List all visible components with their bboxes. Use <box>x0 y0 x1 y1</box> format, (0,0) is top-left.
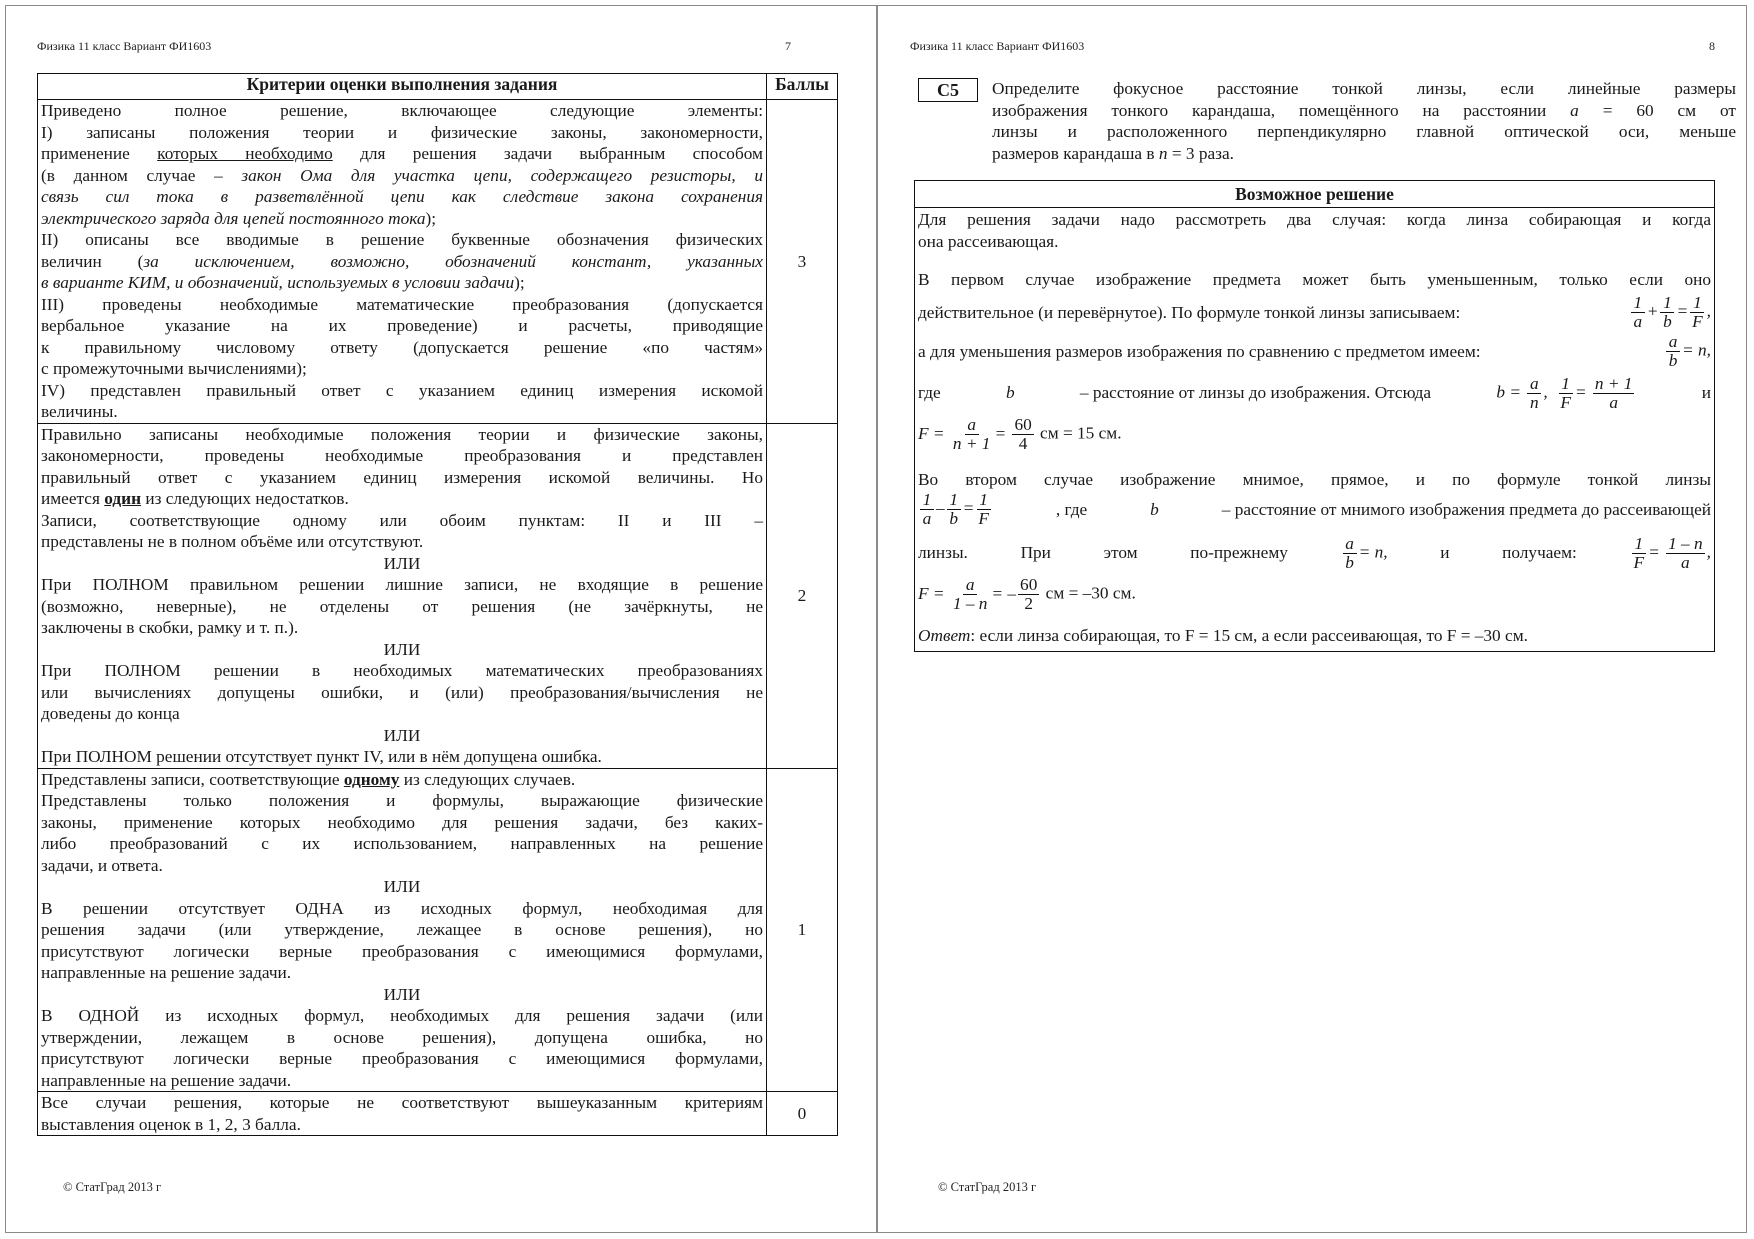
italic-text: закон Ома для участка цепи, содержащего резисторы, и <box>241 165 763 185</box>
text-span: величин ( <box>41 251 144 271</box>
task-label: С5 <box>918 78 978 102</box>
or-separator: ИЛИ <box>383 725 421 745</box>
text-span: из следующих недостатков. <box>141 489 349 508</box>
text-span: ); <box>425 208 437 228</box>
solution-line <box>918 576 1711 613</box>
text-span: где <box>918 383 941 403</box>
solution-line <box>918 416 1711 453</box>
criteria-line: или вычислениях допущены ошибки, и (или) преобразования/вычисления не <box>41 682 763 702</box>
bold-underlined-text: один <box>104 489 142 508</box>
criteria-line: Все случаи решения, которые не соответствуют вышеуказанным критериям <box>41 1093 763 1112</box>
criteria-line <box>41 143 763 165</box>
criteria-line: При ПОЛНОМ решении отсутствует пункт IV, или в нём допущена ошибка. <box>41 747 602 766</box>
underlined-text: которых необходимо <box>157 144 333 163</box>
text-span: (в данном случае – <box>41 165 242 185</box>
task-statement <box>992 78 1736 164</box>
text-span: ); <box>514 273 525 292</box>
criteria-line: Записи, соответствующие одному или обоим пунктам: II и III – <box>41 510 763 530</box>
text-span: изображения тонкого карандаша, помещённого на расстоянии <box>992 100 1571 120</box>
criteria-line: доведены до конца <box>41 704 180 723</box>
b-formula: b = $\frac{a}{n}$ , $\frac{1}{F}$ = $\frac{n + 1}{a}$ <box>1496 373 1633 412</box>
solution-box <box>914 180 1715 652</box>
text-span: см = –30 см. <box>1045 583 1136 603</box>
text-span: линзы. <box>918 543 968 563</box>
criteria-line: Приведено полное решение, включающее следующие элементы: <box>41 101 763 120</box>
criteria-line: утверждении, лежащем в основе решения), допущена ошибка, но <box>41 1027 763 1047</box>
criteria-line: В решении отсутствует ОДНА из исходных формул, необходимая для <box>41 898 763 918</box>
criteria-line: Правильно записаны необходимые положения теории и физические законы, <box>41 424 763 444</box>
criteria-line <box>41 208 763 230</box>
page-number-right: 8 <box>1709 39 1715 53</box>
solution-line <box>918 333 1711 370</box>
ratio-formula: $\frac{a}{b}$ = n, <box>1664 333 1711 370</box>
criteria-line: к правильному числовому ответу (допускается решение «по частям» <box>41 337 763 357</box>
italic-text: в варианте КИМ, и обозначений, используемых в условии задачи <box>41 273 515 292</box>
criteria-line: закономерности, проведены необходимые преобразования и представлен <box>41 446 763 465</box>
col-criteria-header: Критерии оценки выполнения задания <box>38 74 767 100</box>
criteria-line: величины. <box>41 402 118 421</box>
f-result-2: F = $\frac{a}{1 - n}$ = – $\frac{60}{2}$ <box>918 574 1038 614</box>
table-row <box>38 100 838 424</box>
italic-text: электрического заряда для цепей постоянного тока <box>41 208 426 228</box>
task-line: линзы и расположенного перпендикулярно главной оптической оси, меньше <box>992 122 1736 141</box>
task-line <box>992 143 1736 165</box>
criteria-line: представлены не в полном объёме или отсутствуют. <box>41 532 424 551</box>
text-span: получаем: <box>1502 543 1577 563</box>
answer-label: Ответ <box>918 626 971 646</box>
criteria-line: решения задачи (или утверждение, лежащее в основе решения), но <box>41 920 763 939</box>
text-span: из следующих случаев. <box>399 769 576 789</box>
criteria-line <box>41 488 763 510</box>
answer-line <box>918 625 1711 647</box>
solution-line: линзы. При этом по-прежнему $\frac{a}{b}$ = n, и получаем: $\frac{1}{F}$ = $\frac{1 - n}{a}$ , <box>918 533 1711 572</box>
page-footer-left: © СтатГрад 2013 г <box>63 1180 162 1194</box>
or-separator: ИЛИ <box>383 639 421 659</box>
criteria-line: IV) представлен правильный ответ с указанием единиц измерения искомой <box>41 380 763 400</box>
criteria-line <box>41 272 763 294</box>
task-line <box>992 100 1736 122</box>
task-line: Определите фокусное расстояние тонкой линзы, если линейные размеры <box>992 79 1736 98</box>
page-header-left: Физика 11 класс Вариант ФИ1603 <box>37 39 212 53</box>
criteria-line: задачи, и ответа. <box>41 855 163 875</box>
diverging-lens-formula: $\frac{1}{a}$ – $\frac{1}{b}$ = $\frac{1}{F}$ <box>918 491 993 528</box>
or-separator: ИЛИ <box>383 877 421 896</box>
bold-underlined-text: одному <box>343 769 400 789</box>
criteria-cell-1 <box>38 768 767 1092</box>
text-span: см = 15 см. <box>1040 423 1122 443</box>
italic-text: за исключением, возможно, обозначений констант, указанных <box>143 251 763 271</box>
col-points-header: Баллы <box>767 74 838 100</box>
solution-line: где b – расстояние от линзы до изображения. Отсюда b = $\frac{a}{n}$ , $\frac{1}{F}$ = $\frac{n + 1}{a}$ и <box>918 373 1711 412</box>
criteria-line <box>41 165 763 187</box>
or-separator: ИЛИ <box>383 553 421 573</box>
solution-line: $\frac{1}{a}$ – $\frac{1}{b}$ = $\frac{1}{F}$ , где b – расстояние от мнимого изображения предмета до рассеивающей <box>918 491 1711 528</box>
text-span: действительное (и перевёрнутое). По формуле тонкой линзы записываем: <box>918 302 1461 322</box>
criteria-line: вербальное указание на их проведение) и расчеты, приводящие <box>41 316 763 335</box>
criteria-line: (возможно, неверные), не отделены от решения (не зачёркнуты, не <box>41 596 763 616</box>
text-span: применение <box>41 144 158 163</box>
solution-line: В первом случае изображение предмета может быть уменьшенным, только если оно <box>918 270 1711 289</box>
criteria-line: правильный ответ с указанием единиц измерения искомой величины. Но <box>41 467 763 487</box>
solution-line <box>918 294 1711 331</box>
solution-title: Возможное решение <box>915 181 1714 208</box>
criteria-table-header <box>38 74 838 100</box>
right-page <box>878 5 1747 1233</box>
text-span: = 60 см от <box>1578 100 1736 120</box>
criteria-line: присутствуют логически верные преобразования с имеющимися формулами, <box>41 1049 763 1068</box>
criteria-table <box>37 73 838 1136</box>
criteria-line: законы, применение которых необходимо для решения задачи, без каких- <box>41 812 763 832</box>
points-cell: 2 <box>767 423 838 768</box>
or-separator: ИЛИ <box>383 984 421 1004</box>
criteria-cell-2 <box>38 423 767 768</box>
solution-line: она рассеивающая. <box>918 232 1059 251</box>
criteria-line: При ПОЛНОМ правильном решении лишние записи, не входящие в решение <box>41 575 763 594</box>
table-row <box>38 768 838 1092</box>
criteria-line: связь сил тока в разветвлённой цепи как следствие закона сохранения <box>41 187 763 206</box>
points-cell: 0 <box>767 1092 838 1136</box>
answer-text: : если линза собирающая, то F = 15 см, а если рассеивающая, то F = –30 см. <box>970 626 1528 646</box>
text-span: = 3 раза. <box>1167 143 1234 163</box>
math-var: a <box>1570 100 1579 120</box>
f-result-1: F = $\frac{a}{n + 1}$ = $\frac{60}{4}$ <box>918 414 1032 454</box>
page-footer-right: © СтатГрад 2013 г <box>938 1180 1037 1194</box>
criteria-line <box>41 769 763 791</box>
points-cell: 3 <box>767 100 838 424</box>
criteria-line: с промежуточными вычислениями); <box>41 359 307 378</box>
solution-body <box>915 208 1714 651</box>
criteria-line: присутствуют логически верные преобразования с имеющимися формулами, <box>41 941 763 961</box>
text-span: – расстояние от линзы до изображения. Отсюда <box>1079 383 1432 403</box>
criteria-line: Представлены только положения и формулы, выражающие физические <box>41 791 763 810</box>
criteria-cell-0 <box>38 1092 767 1136</box>
text-span: для решения задачи выбранным способом <box>332 144 763 163</box>
criteria-line: заключены в скобки, рамку и т. п.). <box>41 618 299 637</box>
criteria-line <box>41 251 763 273</box>
solution-line: Во втором случае изображение мнимое, прямое, и по формуле тонкой линзы <box>918 470 1711 490</box>
criteria-line: направленные на решение задачи. <box>41 1070 292 1090</box>
text-span: – расстояние от мнимого изображения предмета до рассеивающей <box>1221 499 1711 519</box>
table-row <box>38 423 838 768</box>
points-cell: 1 <box>767 768 838 1092</box>
text-span: имеется <box>41 489 105 508</box>
solution-line: Для решения задачи надо рассмотреть два случая: когда линза собирающая и когда <box>918 210 1711 229</box>
left-page <box>5 5 876 1233</box>
math-var: n <box>1158 143 1168 163</box>
text-span: по-прежнему <box>1190 543 1288 563</box>
criteria-line: либо преобразований с их использованием, направленных на решение <box>41 834 763 853</box>
text-span: а для уменьшения размеров изображения по сравнению с предметом имеем: <box>918 341 1481 361</box>
table-row <box>38 1092 838 1136</box>
page-header-right: Физика 11 класс Вариант ФИ1603 <box>910 39 1085 53</box>
text-span: размеров карандаша в <box>992 143 1159 163</box>
text-span: , где <box>1055 499 1088 519</box>
criteria-line: В ОДНОЙ из исходных формул, необходимых для решения задачи (или <box>41 1006 763 1025</box>
criteria-line: I) записаны положения теории и физические законы, закономерности, <box>41 122 763 142</box>
lens-formula: $\frac{1}{a}$ + $\frac{1}{b}$ = $\frac{1}{F}$ , <box>1629 294 1711 331</box>
text-span: и <box>1440 543 1450 563</box>
criteria-cell-3 <box>38 100 767 424</box>
criteria-line: III) проведены необходимые математические преобразования (допускается <box>41 294 763 314</box>
text-span: и <box>1701 383 1711 403</box>
text-span: При <box>1020 543 1051 563</box>
criteria-line: выставления оценок в 1, 2, 3 балла. <box>41 1114 301 1134</box>
page-number-left: 7 <box>785 39 791 53</box>
text-span: Представлены записи, соответствующие <box>41 769 344 789</box>
criteria-line: II) описаны все вводимые в решение буквенные обозначения физических <box>41 230 763 249</box>
text-span: этом <box>1103 543 1138 563</box>
criteria-line: При ПОЛНОМ решении в необходимых математических преобразованиях <box>41 661 763 680</box>
criteria-line: направленные на решение задачи. <box>41 963 292 982</box>
